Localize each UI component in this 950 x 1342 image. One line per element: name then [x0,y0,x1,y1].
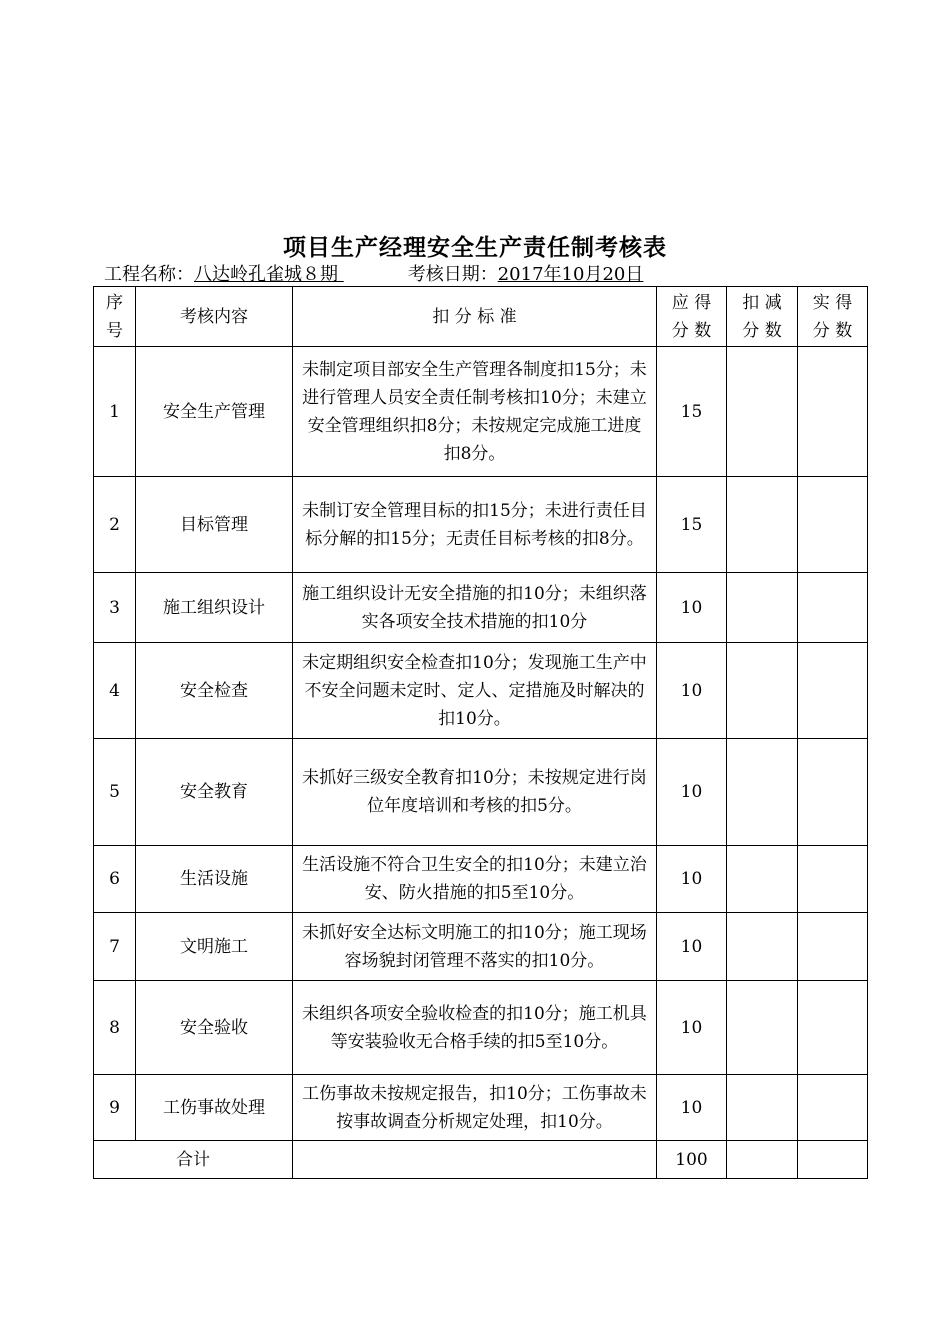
row-criteria: 未定期组织安全检查扣10分；发现施工生产中不安全问题未定时、定人、定措施及时解决的扣10分。 [293,643,657,739]
inspection-date-label: 考核日期： [407,264,498,285]
row-item: 目标管理 [136,477,293,573]
row-number: 8 [94,981,136,1075]
total-label: 合计 [94,1141,293,1179]
row-actual [798,573,868,643]
table-row [94,1075,868,1141]
project-name-value: 八达岭孔雀城８期 [194,264,338,285]
row-item: 施工组织设计 [136,573,293,643]
row-score: 10 [657,913,727,981]
table-row [94,573,868,643]
header-seq: 序 号 [94,287,136,347]
row-score: 15 [657,477,727,573]
row-criteria: 未抓好三级安全教育扣10分；未按规定进行岗位年度培训和考核的扣5分。 [293,739,657,846]
row-number: 2 [94,477,136,573]
row-criteria: 未组织各项安全验收检查的扣10分；施工机具等安装验收无合格手续的扣5至10分。 [293,981,657,1075]
total-deduct [727,1141,798,1179]
header-deduct-score: 扣 减 分 数 [727,287,798,347]
row-score: 10 [657,643,727,739]
row-number: 5 [94,739,136,846]
page-title: 项目生产经理安全生产责任制考核表 [283,234,667,261]
row-actual [798,347,868,477]
total-row [94,1141,868,1179]
row-number: 6 [94,846,136,913]
row-criteria: 工伤事故未按规定报告，扣10分；工伤事故未按事故调查分析规定处理，扣10分。 [293,1075,657,1141]
row-item: 文明施工 [136,913,293,981]
row-actual [798,477,868,573]
header-criteria: 扣 分 标 准 [293,287,657,347]
header-content: 考核内容 [136,287,293,347]
row-deduct [727,643,798,739]
row-deduct [727,981,798,1075]
row-item: 安全检查 [136,643,293,739]
row-deduct [727,573,798,643]
inspection-date-value: 2017年10月20日 [497,264,644,285]
total-actual [798,1141,868,1179]
row-score: 10 [657,846,727,913]
total-criteria [293,1141,657,1179]
row-criteria: 施工组织设计无安全措施的扣10分；未组织落实各项安全技术措施的扣10分 [293,573,657,643]
row-actual [798,1075,868,1141]
row-number: 4 [94,643,136,739]
row-number: 1 [94,347,136,477]
row-criteria: 生活设施不符合卫生安全的扣10分；未建立治安、防火措施的扣5至10分。 [293,846,657,913]
row-item: 安全生产管理 [136,347,293,477]
row-actual [798,739,868,846]
row-actual [798,643,868,739]
row-deduct [727,1075,798,1141]
row-deduct [727,347,798,477]
table-row [94,846,868,913]
header-due-score: 应 得 分 数 [657,287,727,347]
header-actual-score: 实 得 分 数 [798,287,868,347]
row-criteria: 未制定项目部安全生产管理各制度扣15分；未进行管理人员安全责任制考核扣10分；未建立安全管理组织扣8分；未按规定完成施工进度扣8分。 [293,347,657,477]
row-item: 安全教育 [136,739,293,846]
row-number: 3 [94,573,136,643]
row-deduct [727,846,798,913]
table-row [94,913,868,981]
row-item: 工伤事故处理 [136,1075,293,1141]
row-deduct [727,477,798,573]
row-deduct [727,913,798,981]
table-row [94,981,868,1075]
row-criteria: 未制订安全管理目标的扣15分；未进行责任目标分解的扣15分；无责任目标考核的扣8分。 [293,477,657,573]
project-name-label: 工程名称： [104,264,194,285]
row-score: 10 [657,739,727,846]
row-actual [798,981,868,1075]
row-item: 生活设施 [136,846,293,913]
row-score: 10 [657,1075,727,1141]
table-row [94,477,868,573]
row-item: 安全验收 [136,981,293,1075]
assessment-table [93,286,868,1179]
table-header-row [94,287,868,347]
row-actual [798,913,868,981]
table-row [94,739,868,846]
row-score: 15 [657,347,727,477]
table-row [94,347,868,477]
row-score: 10 [657,981,727,1075]
row-number: 7 [94,913,136,981]
row-score: 10 [657,573,727,643]
table-row [94,643,868,739]
row-deduct [727,739,798,846]
total-score: 100 [657,1141,727,1179]
row-number: 9 [94,1075,136,1141]
row-criteria: 未抓好安全达标文明施工的扣10分；施工现场容场貌封闭管理不落实的扣10分。 [293,913,657,981]
header-info-line [104,260,643,286]
row-actual [798,846,868,913]
